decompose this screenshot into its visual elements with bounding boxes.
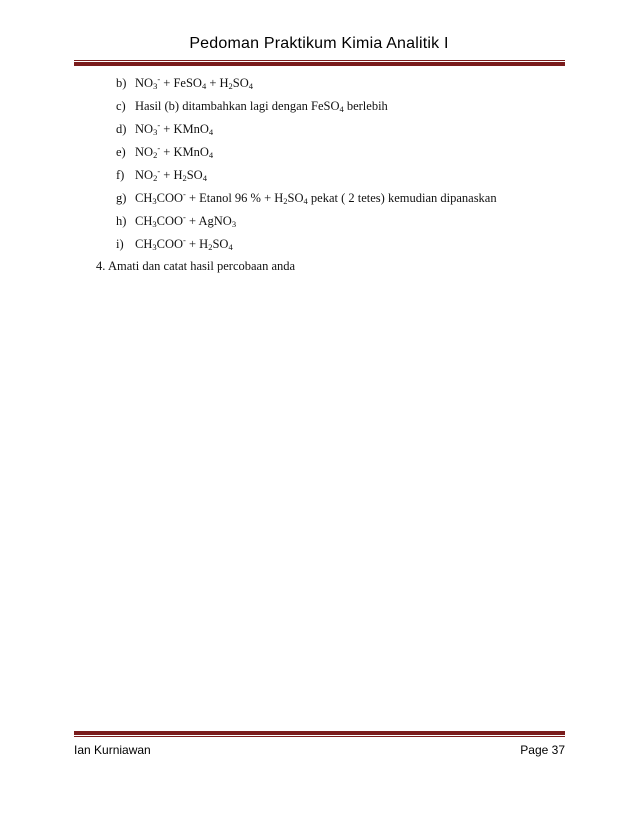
subscript: 2 — [153, 150, 158, 160]
page-title: Pedoman Praktikum Kimia Analitik I — [189, 35, 449, 52]
formula-text: + FeSO — [160, 76, 202, 90]
superscript: - — [157, 120, 161, 130]
numbered-step-4 — [96, 258, 295, 274]
item-label: e) — [116, 145, 126, 159]
item-label: g) — [116, 191, 127, 205]
item-text: berlebih — [343, 99, 388, 113]
formula-text: NO — [135, 168, 154, 182]
formula-text: + KMnO — [160, 122, 209, 136]
subscript: 4 — [228, 242, 233, 252]
list-item-h — [116, 213, 236, 229]
formula-text: COO — [156, 214, 184, 228]
footer-author: Ian Kurniawan — [74, 743, 151, 757]
formula-text: SO — [212, 237, 229, 251]
formula-text: SO — [232, 76, 249, 90]
subscript: 3 — [152, 242, 157, 252]
formula-text: COO — [156, 191, 184, 205]
formula-text: + AgNO — [185, 214, 232, 228]
subscript: 3 — [153, 81, 158, 91]
formula-text: COO — [156, 237, 184, 251]
footer-rule-thick — [74, 731, 565, 735]
formula-text: + H — [185, 237, 209, 251]
superscript: - — [157, 166, 161, 176]
list-item-e — [116, 144, 213, 160]
subscript: 4 — [208, 127, 214, 137]
subscript: 4 — [303, 196, 308, 206]
header-rule-thin — [74, 60, 565, 61]
subscript: 2 — [182, 173, 187, 183]
formula-text: + H — [206, 76, 229, 90]
subscript: 4 — [201, 81, 207, 91]
formula-text: SO — [186, 168, 203, 182]
header-rule-thick — [74, 62, 565, 66]
superscript: - — [157, 143, 161, 153]
subscript: 3 — [231, 219, 237, 229]
footer-rule-thin — [74, 736, 565, 737]
step-text: Amati dan catat hasil percobaan anda — [108, 259, 296, 273]
formula-text: NO — [135, 122, 154, 136]
subscript: 4 — [339, 104, 344, 114]
list-item-g — [116, 190, 497, 206]
superscript: - — [183, 235, 186, 245]
footer-page-number: Page 37 — [520, 743, 565, 757]
subscript: 2 — [228, 81, 233, 91]
item-text: pekat ( 2 tetes) kemudian dipanaskan — [307, 191, 497, 205]
subscript: 3 — [152, 196, 157, 206]
subscript: 4 — [248, 81, 253, 91]
item-label: b) — [116, 76, 127, 90]
formula-text: NO — [135, 145, 154, 159]
item-label: i) — [116, 237, 124, 251]
item-label: h) — [116, 214, 127, 228]
formula-text: CH — [135, 214, 153, 228]
formula-text: NO — [135, 76, 154, 90]
subscript: 3 — [152, 219, 157, 229]
item-label: c) — [116, 99, 126, 113]
list-item-i — [116, 236, 233, 252]
formula-text: CH — [135, 191, 153, 205]
subscript: 2 — [283, 196, 288, 206]
list-item-f — [116, 167, 207, 183]
list-item-d — [116, 121, 213, 137]
list-item-b — [116, 75, 253, 91]
subscript: 2 — [153, 173, 158, 183]
subscript: 3 — [153, 127, 158, 137]
subscript: 4 — [208, 150, 214, 160]
formula-text: + KMnO — [160, 145, 209, 159]
superscript: - — [183, 189, 186, 199]
item-label: f) — [116, 168, 125, 182]
item-label: d) — [116, 122, 127, 136]
subscript: 4 — [202, 173, 207, 183]
subscript: 2 — [208, 242, 213, 252]
step-number: 4. — [96, 259, 106, 273]
formula-text: SO — [287, 191, 304, 205]
superscript: - — [183, 212, 186, 222]
formula-text: + Etanol 96 % + H — [185, 191, 284, 205]
list-item-c — [116, 98, 388, 114]
superscript: - — [157, 74, 161, 84]
formula-text: CH — [135, 237, 153, 251]
item-text: Hasil (b) ditambahkan lagi dengan FeSO — [135, 99, 340, 113]
formula-text: + H — [160, 168, 183, 182]
